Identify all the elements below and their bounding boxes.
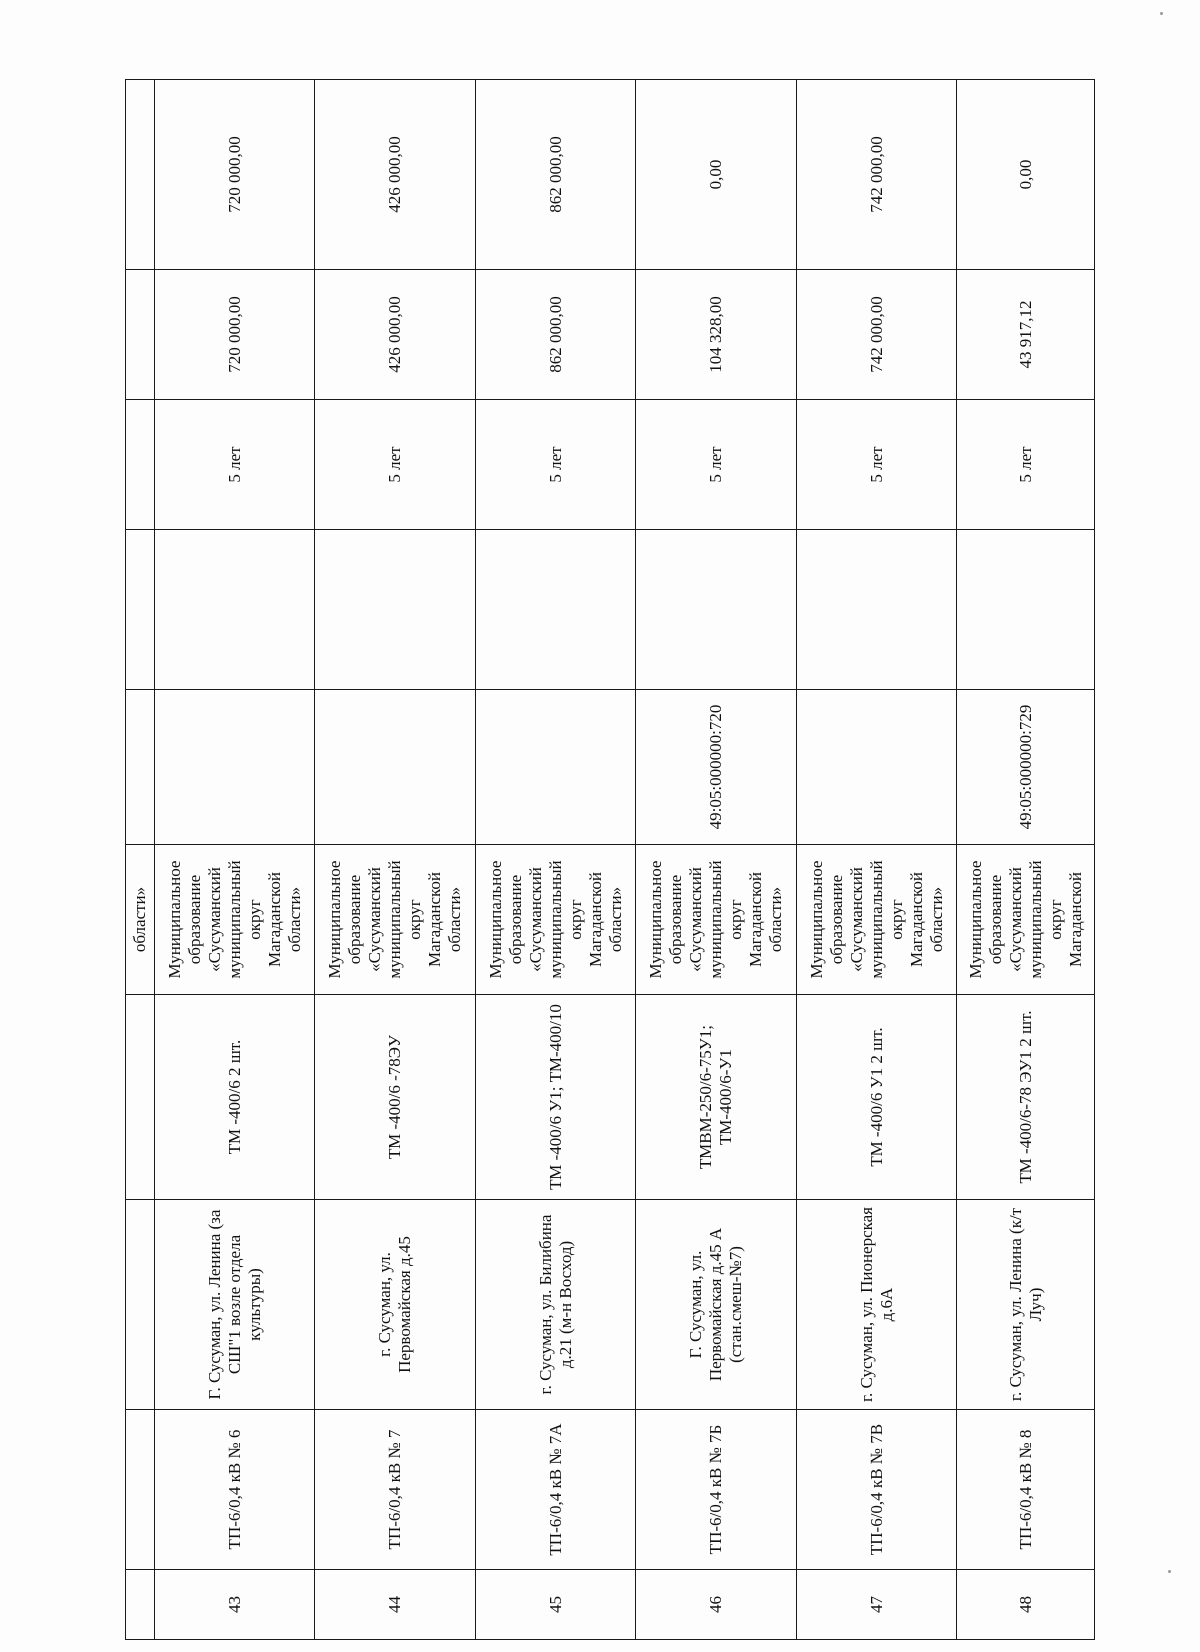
cell-term-cont bbox=[126, 400, 155, 530]
table-row bbox=[957, 80, 1095, 1640]
cell-term: 5 лет bbox=[315, 400, 475, 530]
cell-owner: Муниципальное образование «Сусуманский муниципальный округ Магаданской bbox=[957, 845, 1095, 995]
cell-extra bbox=[796, 530, 956, 690]
cell-num: 44 bbox=[315, 1570, 475, 1640]
cell-name: ТП-6/0,4 кВ № 8 bbox=[957, 1410, 1095, 1570]
cell-cadastral bbox=[155, 690, 315, 845]
cell-extra bbox=[636, 530, 796, 690]
cell-owner: Муниципальное образование «Сусуманский муниципальный округ Магаданской области» bbox=[155, 845, 315, 995]
cell-balance-cont bbox=[126, 270, 155, 400]
cell-num: 48 bbox=[957, 1570, 1095, 1640]
cell-num: 43 bbox=[155, 1570, 315, 1640]
cell-balance: 104 328,00 bbox=[636, 270, 796, 400]
cell-num-cont bbox=[126, 1570, 155, 1640]
cell-equipment: ТМ -400/6 -78ЭУ bbox=[315, 995, 475, 1200]
cell-owner: Муниципальное образование «Сусуманский муниципальный округ Магаданской области» bbox=[475, 845, 635, 995]
cell-balance: 862 000,00 bbox=[475, 270, 635, 400]
table-row bbox=[155, 80, 315, 1640]
cell-residual: 862 000,00 bbox=[475, 80, 635, 270]
cell-name: ТП-6/0,4 кВ № 6 bbox=[155, 1410, 315, 1570]
cell-cadastral: 49:05:000000:729 bbox=[957, 690, 1095, 845]
cell-cadastral: 49:05:000000:720 bbox=[636, 690, 796, 845]
cell-equipment: ТМ -400/6 У1; ТМ-400/10 bbox=[475, 995, 635, 1200]
cell-address: Г. Сусуман, ул. Ленина (за СШ"1 возле отдела культуры) bbox=[155, 1200, 315, 1410]
cell-balance: 426 000,00 bbox=[315, 270, 475, 400]
cell-term: 5 лет bbox=[475, 400, 635, 530]
cell-name: ТП-6/0,4 кВ № 7А bbox=[475, 1410, 635, 1570]
cell-address: г. Сусуман, ул. Ленина (к/т Луч) bbox=[957, 1200, 1095, 1410]
cell-num: 47 bbox=[796, 1570, 956, 1640]
cell-num: 45 bbox=[475, 1570, 635, 1640]
cell-name: ТП-6/0,4 кВ № 7Б bbox=[636, 1410, 796, 1570]
cell-owner: Муниципальное образование «Сусуманский муниципальный округ Магаданской области» bbox=[796, 845, 956, 995]
cell-equipment: ТМ -400/6-78 ЭУ1 2 шт. bbox=[957, 995, 1095, 1200]
cell-address-cont bbox=[126, 1200, 155, 1410]
cell-equipment: ТМ -400/6 2 шт. bbox=[155, 995, 315, 1200]
cell-extra bbox=[315, 530, 475, 690]
cell-term: 5 лет bbox=[155, 400, 315, 530]
cell-residual: 0,00 bbox=[957, 80, 1095, 270]
rotated-table-wrapper bbox=[125, 80, 1095, 1640]
cell-residual: 742 000,00 bbox=[796, 80, 956, 270]
cell-equipment-cont bbox=[126, 995, 155, 1200]
cell-name-cont bbox=[126, 1410, 155, 1570]
cell-residual: 0,00 bbox=[636, 80, 796, 270]
cell-residual-cont bbox=[126, 80, 155, 270]
scan-speck bbox=[1168, 1570, 1171, 1573]
table-row bbox=[796, 80, 956, 1640]
cell-balance: 43 917,12 bbox=[957, 270, 1095, 400]
cell-equipment: ТМ -400/6 У1 2 шт. bbox=[796, 995, 956, 1200]
cell-residual: 426 000,00 bbox=[315, 80, 475, 270]
cell-extra bbox=[155, 530, 315, 690]
cell-equipment: ТМВМ-250/6-75У1; ТМ-400/6-У1 bbox=[636, 995, 796, 1200]
cell-cadastral-cont bbox=[126, 690, 155, 845]
table-row bbox=[636, 80, 796, 1640]
cell-residual: 720 000,00 bbox=[155, 80, 315, 270]
cell-term: 5 лет bbox=[636, 400, 796, 530]
cell-extra bbox=[475, 530, 635, 690]
scan-speck bbox=[1160, 12, 1163, 15]
cell-extra-cont bbox=[126, 530, 155, 690]
cell-extra bbox=[957, 530, 1095, 690]
cell-address: Г. Сусуман, ул. Первомайская д.45 А (стан.смеш-№7) bbox=[636, 1200, 796, 1410]
cell-balance: 720 000,00 bbox=[155, 270, 315, 400]
cell-name: ТП-6/0,4 кВ № 7В bbox=[796, 1410, 956, 1570]
cell-address: г. Сусуман, ул. Билибина д.21 (м-н Восход) bbox=[475, 1200, 635, 1410]
cell-owner: Муниципальное образование «Сусуманский муниципальный округ Магаданской области» bbox=[636, 845, 796, 995]
cell-owner-cont: области» bbox=[126, 845, 155, 995]
cell-balance: 742 000,00 bbox=[796, 270, 956, 400]
table-row bbox=[475, 80, 635, 1640]
cell-cadastral bbox=[315, 690, 475, 845]
cell-term: 5 лет bbox=[796, 400, 956, 530]
continuation-row bbox=[126, 80, 155, 1640]
cell-owner: Муниципальное образование «Сусуманский муниципальный округ Магаданской области» bbox=[315, 845, 475, 995]
property-register-table bbox=[125, 79, 1095, 1640]
cell-name: ТП-6/0,4 кВ № 7 bbox=[315, 1410, 475, 1570]
cell-term: 5 лет bbox=[957, 400, 1095, 530]
table-row bbox=[315, 80, 475, 1640]
cell-address: г. Сусуман, ул. Пионерская д.6А bbox=[796, 1200, 956, 1410]
cell-cadastral bbox=[475, 690, 635, 845]
cell-cadastral bbox=[796, 690, 956, 845]
cell-address: г. Сусуман, ул. Первомайская д.45 bbox=[315, 1200, 475, 1410]
cell-num: 46 bbox=[636, 1570, 796, 1640]
